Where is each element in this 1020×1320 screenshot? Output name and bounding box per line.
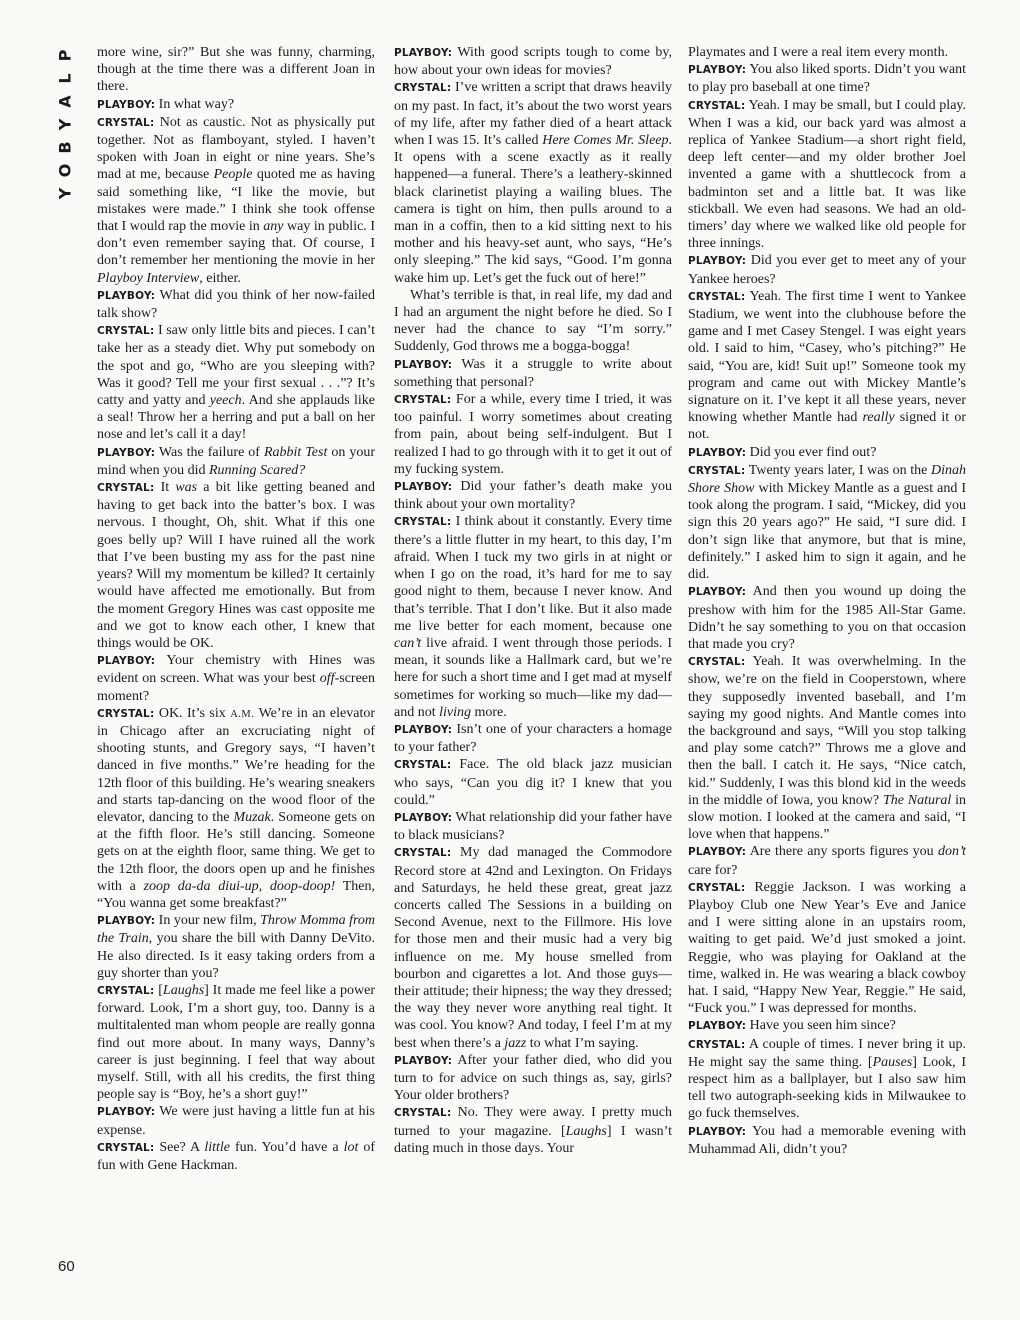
body-text: It [160, 480, 176, 496]
interview-paragraph [394, 756, 672, 809]
speaker-label: CRYSTAL: [688, 290, 746, 303]
page-number: 60 [58, 1258, 75, 1275]
italic-text: Laughs [162, 982, 205, 998]
speaker-label: PLAYBOY: [97, 98, 156, 111]
body-text: live afraid. I went through those periods. I mean, it sounds like a Hallmark card, but we’re here for such a short time and I get mad at myself sometimes for working so much—like my dad—and not [394, 635, 672, 720]
interview-paragraph [394, 1104, 672, 1157]
speaker-label: CRYSTAL: [97, 707, 155, 720]
body-text: I think about it constantly. Every time there’s a little flutter in my heart, to this day, I’m afraid. When I tuck my two girls in at night or when I go on the road, it’s hard for me to say good night to them, because I never know. And that’s terrible. That I don’t like. But it also made me live better for each moment, because one [394, 514, 672, 634]
italic-text: jazz [504, 1035, 527, 1051]
speaker-label: CRYSTAL: [97, 482, 155, 495]
italic-text: yeech [209, 393, 242, 409]
interview-paragraph [688, 653, 966, 843]
speaker-label: PLAYBOY: [394, 481, 453, 494]
body-text: in slow motion. I looked at the camera and said, “I love when that happens.” [688, 792, 966, 843]
body-text: We were just having a little fun at his expense. [97, 1104, 375, 1138]
body-text: to what I’m saying. [526, 1035, 639, 1051]
body-text: Did you ever get to meet any of your Yankee heroes? [688, 253, 966, 287]
speaker-label: CRYSTAL: [688, 1038, 746, 1051]
body-text: ] It made me feel like a power forward. Look, I’m a short guy, too. Danny is a multitalented man whom people are really gonna find out more about. In many ways, Danny’s career is just beginning. I feel that way about myself. Still, with all his credits, the first thing people say is “Boy, he’s a short guy!” [97, 982, 375, 1103]
interview-paragraph [97, 1103, 375, 1138]
interview-paragraph [97, 44, 375, 96]
running-head-letter: Y [55, 187, 75, 200]
body-text: Reggie Jackson. I was working a Playboy Club one New Year’s Eve and Janice and I were sitting alone in an upstairs room, waiting to get paid. We’d just smoked a joint. Reggie, who was playing for Oakland at the time, walked in. He was wearing a black cowboy hat. I said, “Happy New Year, Reggie.” He said, “Fuck you.” I was depressed for months. [688, 879, 966, 1017]
interview-paragraph [394, 356, 672, 391]
body-text: A.M. [230, 708, 255, 720]
interview-paragraph [97, 652, 375, 705]
running-head-letter: P [55, 49, 75, 62]
body-text: fun. You’d have a [229, 1139, 344, 1155]
italic-text: Dinah Shore Show [688, 462, 966, 497]
body-text: For a while, every time I tried, it was too painful. I worry sometimes about creating from pain, about being self-indulgent. But I realized I had to go through with it to get it out of my fucking system. [394, 392, 672, 477]
body-text: No. They were away. I pretty much turned to your magazine. [ [394, 1105, 672, 1139]
body-text: Have you seen him since? [749, 1018, 896, 1034]
speaker-label: CRYSTAL: [688, 464, 746, 477]
speaker-label: PLAYBOY: [688, 446, 747, 459]
interview-paragraph [97, 912, 375, 982]
running-head-letter: B [55, 141, 75, 154]
body-text: Was the failure of [158, 444, 264, 460]
body-text: With good scripts tough to come by, how about your own ideas for movies? [394, 45, 672, 79]
speaker-label: CRYSTAL: [688, 99, 746, 112]
interview-paragraph [688, 583, 966, 653]
interview-paragraph [394, 844, 672, 1051]
speaker-label: PLAYBOY: [688, 586, 747, 599]
body-text: See? A [159, 1139, 205, 1155]
body-text: Yeah. It was overwhelming. In the show, we’re on the field in Cooperstown, where they supposedly invented baseball, and I’m saying my good nights. And Mantle comes into the background and says, “Will you stop talking and play some catch?” Throws me a glove and then the ball. I catch it. He says, “Nice catch, kid.” Suddenly, I was this blond kid in the weeds in the middle of Iowa, you know? [688, 654, 966, 808]
body-text: What’s terrible is that, in real life, my dad and I had an argument the night before he died. So I never had the chance to say “I’m sorry.” Suddenly, God throws me a bogga-bogga! [394, 287, 672, 355]
body-text: quoted me as having said something like, “I like the movie, but mistakes were made.” I think she took offense that I would rap the movie in [97, 167, 375, 235]
interview-paragraph [97, 114, 375, 287]
interview-paragraph [688, 1017, 966, 1035]
interview-paragraph [394, 44, 672, 79]
body-text: Yeah. The first time I went to Yankee Stadium, we went into the clubhouse before the game and I met Casey Stengel. I was eight years old. I said to him, “Casey, who’s pitching?” He said, “You are, kid! Suit up!” Someone took my program and came out with Mickey Mantle’s signature on it. I’ve kept it all these years, never knowing whether Mantle had [688, 288, 966, 426]
interview-paragraph [688, 1123, 966, 1158]
body-text: [ [158, 982, 163, 998]
italic-text: can’t [394, 635, 422, 651]
body-text: Did you ever find out? [749, 444, 877, 460]
interview-paragraph [688, 1036, 966, 1123]
running-head [48, 44, 82, 205]
body-text: with Mickey Mantle as a guest and I took along the program. I said, “Mickey, did you sign this 20 years ago?” He said, “I sure did. I don’t sign like that anymore, but that is mine, definitely.” I asked him to sign it again, and he did. [688, 481, 966, 583]
speaker-label: PLAYBOY: [394, 358, 453, 371]
italic-text: Throw Momma from the Train [97, 913, 375, 947]
body-text: What relationship did your father have to black musicians? [394, 809, 672, 844]
interview-paragraph [394, 513, 672, 720]
body-text: My dad managed the Commodore Record store at 42nd and Lexington. On Fridays and Saturdays, he held these great, great jazz concerts called The Sessions in a building on Second Avenue, next to the Fillmore. His love for those men and their music had a very big influence on me. My house smelled from bourbon and cigarettes a lot. And those guys—their attitude; their hipness; the way they dressed; the way they never wore anything real tight. It was cool. You know? And today, I feel I’m at my best when there’s a [394, 845, 672, 1051]
interview-paragraph [97, 705, 375, 912]
body-text: We’re in an elevator in Chicago after an excruciating night of shooting stunts, and Gregory says, “I haven’t danced in five months.” We’re heading for the 12th floor of this building. He’s wearing sneakers and starts tap-dancing on the wood floor of the elevator, dancing to the [97, 705, 375, 825]
speaker-label: PLAYBOY: [97, 289, 156, 302]
speaker-label: PLAYBOY: [688, 64, 747, 77]
interview-paragraph [97, 444, 375, 479]
body-text: on your mind when you did [97, 444, 375, 478]
body-text: care for? [688, 862, 738, 878]
speaker-label: PLAYBOY: [688, 1020, 747, 1033]
italic-text: Laughs [565, 1123, 607, 1139]
interview-paragraph [394, 1052, 672, 1105]
body-text: I saw only little bits and pieces. I can’t take her as a steady diet. Why put somebody on the spot and go, “Who are you sleeping with? Was it good? Tell me your first sexual . . .”? It’s catty and yatty and [97, 323, 375, 409]
italic-text: really [862, 410, 895, 426]
body-text: . It opens with a scene exactly as it really happened—a funeral. There’s a leathery-skinned black clarinetist playing a wailing blues. The camera is tight on him, then pulls around to a man in a coffin, then to a kid sitting next to his mother and his heavy-set aunt, who says, “He’s only sleeping.” The kid says, “Good. I’m gonna wake him up. Let’s get the fuck out of here!” [394, 133, 672, 286]
italic-text: People [213, 167, 253, 183]
italic-text: Playboy Interview [97, 270, 200, 286]
body-text: Was it a struggle to write about something that personal? [394, 356, 672, 390]
body-text: You also liked sports. Didn’t you want to play pro baseball at one time? [688, 62, 966, 96]
running-head-letter: L [55, 73, 75, 84]
speaker-label: PLAYBOY: [97, 446, 156, 459]
body-text: , you share the bill with Danny DeVito. He also directed. Is it easy taking orders from a guy shorter than you? [97, 931, 375, 981]
body-text: of fun with Gene Hackman. [97, 1139, 375, 1173]
body-text: -screen moment? [97, 671, 375, 704]
speaker-label: PLAYBOY: [394, 811, 453, 824]
interview-paragraph [688, 843, 966, 878]
speaker-label: CRYSTAL: [97, 325, 155, 338]
body-text: ] I wasn’t dating much in those days. Your [394, 1123, 672, 1156]
italic-text: Rabbit Test [263, 444, 328, 460]
running-head-letter: A [55, 95, 75, 108]
body-text: In what way? [158, 96, 235, 112]
speaker-label: PLAYBOY: [688, 255, 747, 268]
interview-paragraph [97, 479, 375, 652]
interview-paragraph [688, 97, 966, 253]
body-text: A couple of times. I never bring it up. He might say the same thing. [ [688, 1036, 966, 1070]
italic-text: off [319, 671, 335, 687]
body-text: OK. It’s six [158, 705, 231, 721]
body-text: Not as caustic. Not as physically put together. Not as flamboyant, styled. I haven’t spoken with Joan in eight or nine years. She’s mad at me, because [97, 114, 375, 183]
speaker-label: PLAYBOY: [394, 47, 453, 59]
interview-paragraph [394, 79, 672, 286]
speaker-label: CRYSTAL: [394, 847, 452, 860]
interview-paragraph [688, 444, 966, 462]
speaker-label: PLAYBOY: [97, 915, 156, 928]
interview-paragraph [688, 879, 966, 1018]
speaker-label: CRYSTAL: [394, 759, 452, 772]
speaker-label: CRYSTAL: [394, 394, 452, 407]
italic-text: Here Comes Mr. Sleep [542, 133, 669, 149]
interview-paragraph [394, 809, 672, 844]
body-text: Playmates and I were a real item every month. [688, 45, 949, 60]
italic-text: Running Scared? [209, 462, 306, 478]
speaker-label: PLAYBOY: [97, 655, 156, 668]
body-text: What did you think of her now-failed talk show? [97, 287, 375, 322]
body-text: You had a memorable evening with Muhammad Ali, didn’t you? [688, 1123, 966, 1157]
interview-paragraph [688, 44, 966, 61]
body-text: way in public. I don’t even remember saying that. Of course, I don’t remember her mentioning the movie in her [97, 219, 375, 269]
speaker-label: CRYSTAL: [394, 1107, 452, 1120]
body-text: Twenty years later, I was on the [748, 462, 931, 478]
interview-paragraph [97, 982, 375, 1103]
body-text: Did your father’s death make you think about your own mortality? [394, 479, 672, 513]
italic-text: Pauses [872, 1054, 913, 1070]
speaker-label: PLAYBOY: [688, 1125, 747, 1138]
interview-paragraph [97, 322, 375, 443]
interview-paragraph [97, 1139, 375, 1174]
interview-paragraph [688, 462, 966, 583]
interview-paragraph [688, 61, 966, 96]
body-text: And then you wound up doing the preshow with him for the 1985 All-Star Game. Didn’t he say something to you on that occasion that made you cry? [688, 584, 966, 652]
text-column-3 [688, 44, 966, 1280]
body-text: In your new film, [158, 913, 261, 929]
speaker-label: CRYSTAL: [688, 656, 746, 669]
italic-text: Muzak [233, 809, 271, 825]
speaker-label: PLAYBOY: [688, 846, 747, 859]
italic-text: any [263, 219, 284, 235]
speaker-label: PLAYBOY: [97, 1106, 156, 1119]
text-column-1 [97, 44, 375, 1280]
speaker-label: PLAYBOY: [394, 1054, 453, 1067]
body-text: . And she applauds like a seal! Throw her a herring and put a ball on her nose and let’s call it a day! [97, 393, 375, 443]
body-text: signed it or not. [688, 410, 966, 443]
running-head-letter: Y [55, 118, 75, 131]
speaker-label: CRYSTAL: [688, 881, 746, 894]
body-text: more. [471, 704, 507, 720]
body-text: Yeah. I may be small, but I could play. When I was a kid, our back yard was almost a replica of Yankee Stadium—a short right field, deep left center—and my older brother Joel invented a game with a shuttlecock from a badminton set and a little bat. It was like stickball. We even had seasons. We had an old-timers’ day where we walked like old people for three innings. [688, 97, 966, 252]
body-text: Face. The old black jazz musician who says, “Can you dig it? I knew that you could.” [394, 757, 672, 808]
body-text: Then, “You wanna get some breakfast?” [97, 878, 375, 911]
italic-text: was [175, 480, 198, 496]
italic-text: living [439, 704, 471, 720]
speaker-label: CRYSTAL: [394, 82, 452, 95]
interview-paragraph [688, 288, 966, 444]
italic-text: lot [343, 1139, 359, 1155]
body-text: ] Look, I respect him as a ballplayer, but I also saw him tell two autograph-seeking kids in Milwaukee to go fuck themselves. [688, 1054, 966, 1122]
speaker-label: CRYSTAL: [394, 516, 452, 529]
body-text: a bit like getting beaned and having to get back into the batter’s box. I was nervous. I thought, Oh, shit. What if this one goes belly up? Will I have ruined all the work that I’ve been busting my ass for the past nine years? Will my momentum be killed? It certainly would have affected me emotionally. But from the moment Gregory Hines was cast opposite me and we got to know each other, I knew that things would be OK. [97, 480, 375, 651]
body-text: . Someone gets on at the fifth floor. He’s still dancing. Someone gets on at the eighth floor, same thing. We get to the 12th floor, the doors open up and he finishes with a [97, 809, 375, 894]
italic-text: little [204, 1139, 230, 1155]
body-text: Your chemistry with Hines was evident on screen. What was your best [97, 653, 375, 687]
italic-text: don’t [938, 844, 966, 860]
body-text: more wine, sir?” But she was funny, charming, though at the time there was a different Joan in there. [97, 45, 375, 95]
italic-text: zoop da-da diui-up, doop-doop! [143, 878, 336, 894]
running-head-letter: O [55, 163, 75, 178]
interview-paragraph [688, 252, 966, 287]
body-text: Are there any sports figures you [749, 844, 938, 860]
body-text: I’ve written a script that draws heavily on my past. In fact, it’s about the two worst years of my life, after my father died of a heart attack when I was 15. It’s called [394, 80, 672, 149]
interview-paragraph [97, 287, 375, 322]
interview-paragraph [394, 721, 672, 756]
body-text: , either. [199, 270, 241, 286]
speaker-label: CRYSTAL: [97, 984, 155, 997]
speaker-label: CRYSTAL: [97, 1141, 155, 1154]
interview-paragraph [394, 287, 672, 356]
speaker-label: CRYSTAL: [97, 116, 155, 129]
interview-paragraph [394, 391, 672, 478]
interview-paragraph [97, 96, 375, 114]
interview-paragraph [394, 478, 672, 513]
speaker-label: PLAYBOY: [394, 723, 453, 736]
text-column-2 [394, 44, 672, 1280]
body-text: After your father died, who did you turn to for advice on such things as, say, girls? Your older brothers? [394, 1052, 672, 1104]
body-text: Isn’t one of your characters a homage to your father? [394, 721, 672, 756]
italic-text: The Natural [882, 792, 952, 808]
